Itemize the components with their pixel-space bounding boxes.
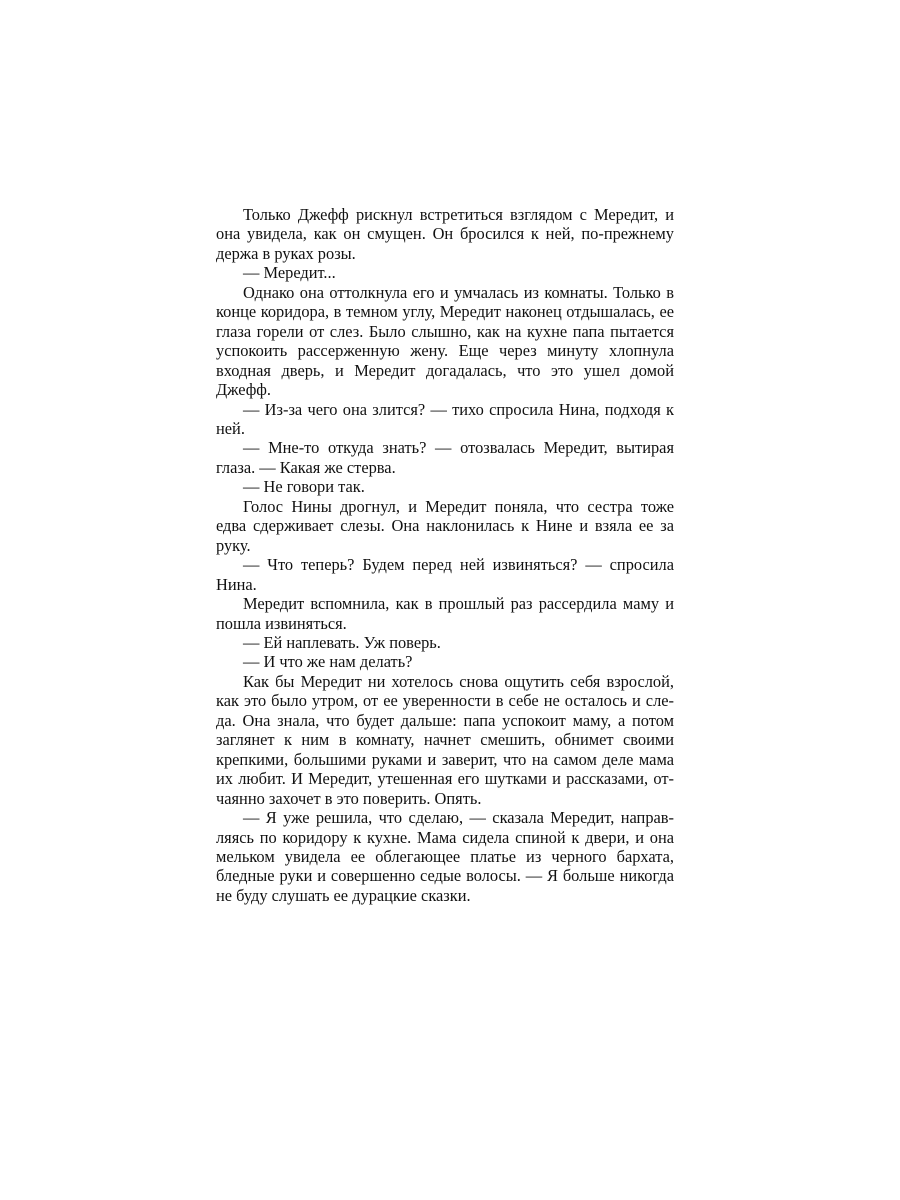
paragraph: — Ей наплевать. Уж поверь. — [243, 632, 441, 652]
paragraph: — Я уже решила, что сделаю, — сказала Мередит, направляясь по коридору к кухне. Мама сидела спиной к двери, и она мельком увидела ее облегающее платье из черного бархата, бледные руки и совершенно седые волосы. — Я больше никогда не буду слушать ее дурацкие сказки. — [216, 808, 674, 905]
paragraph: — Из-за чего она злится? — тихо спросила Нина, подходя к ней. — [216, 399, 674, 438]
paragraph: Мередит вспомнила, как в прошлый раз рассердила маму и пошла извиняться. — [216, 594, 674, 633]
paragraph: Однако она оттолкнула его и умчалась из комнаты. Только в конце коридора, в темном углу, Мередит наконец отдышалась, ее глаза горели от слез. Было слышно, как на кухне папа пытается успокоить рассерженную жену. Еще через минуту хлопнула входная дверь, и Мередит догадалась, что это ушел домой Джефф. — [216, 282, 674, 400]
paragraph: — Мередит... — [243, 263, 336, 283]
paragraph: Только Джефф рискнул встретиться взглядом с Мередит, и она увидела, как он смущен. Он бросился к ней, по-прежнему держа в руках розы. — [216, 205, 674, 263]
paragraph: — И что же нам делать? — [243, 652, 413, 672]
paragraph: Как бы Мередит ни хотелось снова ощутить себя взрослой, как это было утром, от ее уверенности в себе не осталось и следа. Она знала, что будет дальше: папа успокоит маму, а потом заглянет к ним в комнату, начнет смешить, обнимет своими крепкими, большими руками и заверит, что на самом деле мама их любит. И Мередит, утешенная его шутками и рассказами, отчаянно захочет в это поверить. Опять. — [216, 671, 674, 808]
paragraph: — Не говори так. — [243, 477, 365, 497]
page-text — [216, 205, 674, 905]
paragraph: — Что теперь? Будем перед ней извиняться? — спросила Нина. — [216, 555, 674, 594]
paragraph: Голос Нины дрогнул, и Мередит поняла, что сестра тоже едва сдерживает слезы. Она наклонилась к Нине и взяла ее за руку. — [216, 496, 674, 555]
paragraph: — Мне-то откуда знать? — отозвалась Мередит, вытирая глаза. — Какая же стерва. — [216, 438, 674, 477]
